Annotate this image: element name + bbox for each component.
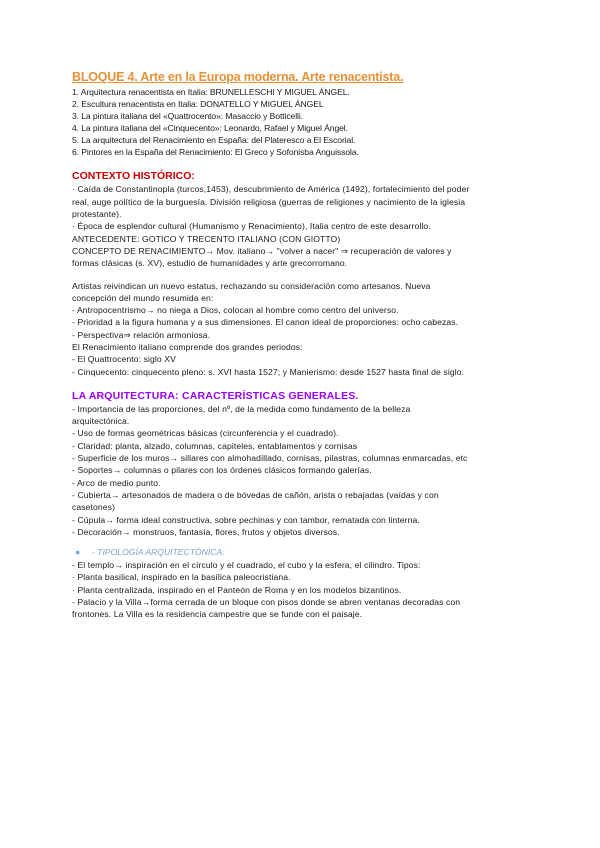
text-line: CONCEPTO DE RENACIMIENTO→ Mov. italiano→ "volver a nacer" ⇒ recuperación de valores y — [72, 245, 452, 256]
subsection-heading-text: - TIPOLOGÍA ARQUITECTÓNICA: — [92, 547, 225, 558]
section-contexto — [72, 183, 532, 269]
text-line: - Cúpula→ forma ideal constructiva, sobre pechinas y con tambor, rematada con linterna. — [72, 514, 420, 525]
text-line: formas clásicas (s. XV), estudio de humanidades y arte grecorromano. — [72, 258, 348, 269]
toc-item: 3. La pintura italiana del «Quattrocento»: Masaccio y Botticelli. — [72, 110, 303, 121]
text-line: - El Quattrocento: siglo XV — [72, 354, 176, 365]
text-line: Artistas reivindican un nuevo estatus, rechazando su consideración como artesanos. Nueva — [72, 280, 431, 291]
text-line: - Cubierta→ artesonados de madera o de bóvedas de cañón, arista o rebajadas (vaídas y con — [72, 489, 439, 500]
toc-item: 2. Escultura renacentista en Italia: DONATELLO Y MIGUEL ÁNGEL — [72, 98, 324, 109]
text-line: casetones) — [72, 502, 116, 513]
text-line: · Planta centralizada, inspirado en el Panteón de Roma y en los modelos bizantinos. — [72, 584, 402, 595]
text-line: arquitectónica. — [72, 416, 130, 427]
toc-item: 5. La arquitectura del Renacimiento en España: del Plateresco a El Escorial. — [72, 134, 356, 145]
text-line: - El templo→ inspiración en el círculo y el cuadrado, el cubo y la esfera, el cilindro. Tipos: — [72, 560, 421, 571]
text-line: protestante). — [72, 209, 122, 220]
toc-item: 6. Pintores en la España del Renacimiento: El Greco y Sofonisba Anguissola. — [72, 146, 359, 157]
text-line: real, auge político de la burguesía. División religiosa (guerras de religiones y nacimiento de la iglesia — [72, 196, 466, 207]
text-line: concepción del mundo resumida en: — [72, 292, 214, 303]
document-page — [72, 70, 532, 621]
text-line: - Cinquecento: cinquecento pleno: s. XVI hasta 1527; y Manierismo: desde 1527 hasta final de siglo. — [72, 366, 465, 377]
text-line: frontones. La Villa es la residencia campestre que se funde con el paisaje. — [72, 609, 363, 620]
text-line: · Planta basilical, inspirado en la basílica paleocristiana. — [72, 572, 291, 583]
section-heading-contexto: CONTEXTO HISTÓRICO: — [72, 170, 195, 183]
text-line: - Palacio y la Villa→forma cerrada de un bloque con pisos donde se abren ventanas decoradas con — [72, 597, 461, 608]
document-title: BLOQUE 4. Arte en la Europa moderna. Arte renacentista. — [72, 70, 404, 84]
section-tipologia — [72, 559, 532, 620]
table-of-contents — [72, 87, 532, 158]
text-line: - Antropocentrismo→ no niega a Dios, colocan al hombre como centro del universo. — [72, 305, 399, 316]
text-line: - Superficie de los muros→ sillares con almohadillado, cornisas, pilastras, columnas enmarcadas, etc — [72, 453, 468, 464]
text-line: - Claridad: planta, alzado, columnas, capiteles, entablamentos y cornisas — [72, 440, 358, 451]
text-line: · Caída de Constantinopla (turcos,1453), descubrimiento de América (1492), fortalecimiento del poder — [72, 184, 470, 195]
text-line: - Soportes→ columnas o pilares con los órdenes clásicos formando galerías. — [72, 465, 372, 476]
subsection-heading-tipologia — [72, 546, 532, 559]
toc-item: 1. Arquitectura renacentista en Italia: BRUNELLESCHI Y MIGUEL ÁNGEL. — [72, 87, 350, 97]
section-artistas — [72, 280, 532, 378]
text-line: - Prioridad a la figura humana y a sus dimensiones. El canon ideal de proporciones: ocho cabezas. — [72, 317, 459, 328]
section-arquitectura — [72, 403, 532, 538]
text-line: - Decoración→ monstruos, fantasía, flores, frutos y objetos diversos. — [72, 526, 340, 537]
text-line: - Uso de formas geométricas básicas (circunferencia y el cuadrado). — [72, 428, 339, 439]
text-line: ANTECEDENTE: GOTICO Y TRECENTO ITALIANO (CON GIOTTO) — [72, 233, 341, 244]
bullet-icon: ● — [75, 547, 81, 558]
text-line: - Perspectiva⇒ relación armoniosa. — [72, 329, 211, 340]
text-line: - Importancia de las proporciones, del nº, de la medida como fundamento de la belleza — [72, 403, 411, 414]
text-line: - Arco de medio punto. — [72, 477, 161, 488]
text-line: · Época de esplendor cultural (Humanismo y Renacimiento), Italia centro de este desarrollo. — [72, 221, 431, 232]
toc-item: 4. La pintura italiana del «Cinquecento»: Leonardo, Rafael y Miguel Ángel. — [72, 122, 348, 133]
section-heading-arquitectura: LA ARQUITECTURA: CARACTERÍSTICAS GENERALES. — [72, 389, 359, 402]
text-line: El Renacimiento italiano comprende dos grandes periodos: — [72, 342, 303, 352]
